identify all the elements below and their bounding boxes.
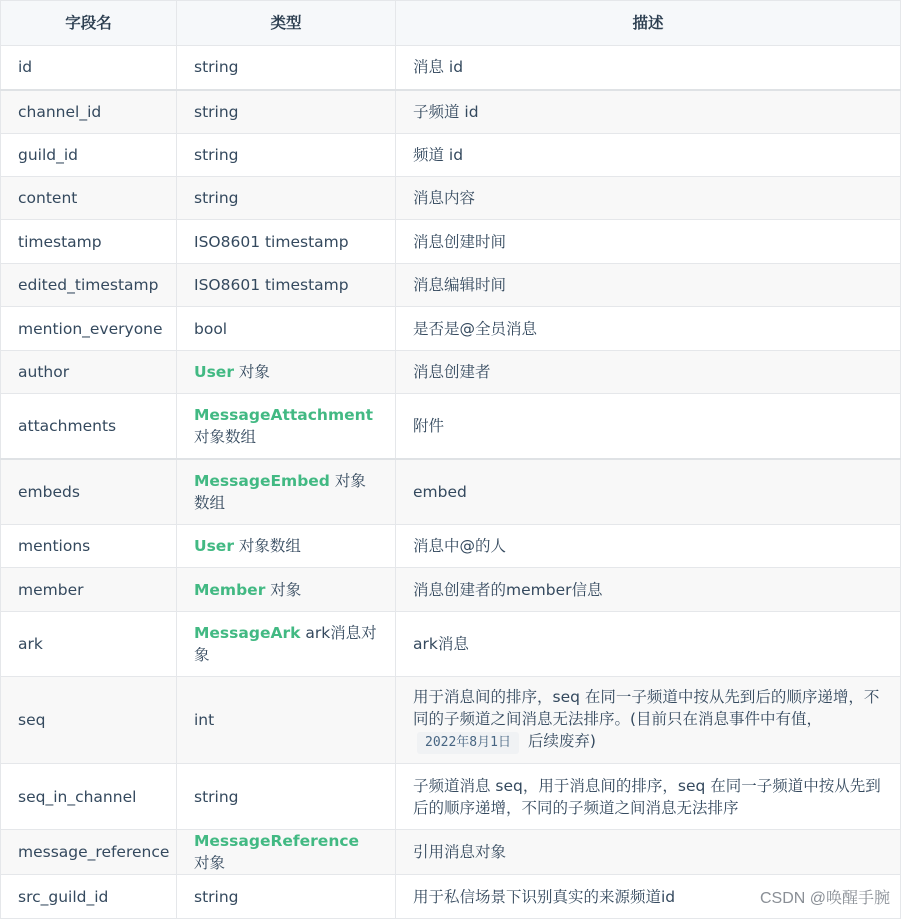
description-text: 子频道 id	[413, 102, 479, 121]
type-link[interactable]: MessageEmbed	[194, 471, 330, 490]
type-cell	[177, 459, 396, 525]
table-row	[1, 459, 901, 525]
description-text: 消息中@的人	[413, 537, 507, 555]
table-row	[1, 764, 901, 830]
type-cell	[177, 568, 396, 612]
type-cell	[177, 264, 396, 307]
description-text: 频道 id	[413, 146, 464, 164]
description-cell	[396, 220, 901, 264]
table-row	[1, 264, 901, 307]
field-name-cell: embeds	[1, 459, 177, 525]
description-cell	[396, 46, 901, 90]
type-text: string	[194, 146, 239, 164]
description-cell	[396, 677, 901, 764]
type-text: int	[194, 711, 215, 729]
description-text: 用于私信场景下识别真实的来源频道id	[413, 887, 676, 906]
type-cell	[177, 90, 396, 134]
description-text: 消息编辑时间	[413, 276, 507, 294]
type-link[interactable]: MessageReference	[194, 832, 360, 850]
type-link[interactable]: MessageAttachment	[194, 405, 374, 424]
field-name-cell: mention_everyone	[1, 307, 177, 351]
type-text: 对象	[233, 363, 270, 381]
type-text: string	[194, 787, 239, 806]
type-cell	[177, 177, 396, 220]
table-row	[1, 46, 901, 90]
type-cell	[177, 351, 396, 394]
type-cell	[177, 612, 396, 677]
description-text: 引用消息对象	[413, 843, 507, 861]
description-text: 消息 id	[413, 58, 464, 77]
description-text: 子频道消息 seq，用于消息间的排序，seq 在同一子频道中按从先到后的顺序递增，不同的子频道之间消息无法排序	[413, 776, 881, 817]
header-field-name: 字段名	[1, 1, 177, 46]
type-cell	[177, 525, 396, 568]
type-text: string	[194, 189, 239, 207]
type-cell	[177, 134, 396, 177]
type-link[interactable]: User	[194, 363, 234, 381]
description-cell	[396, 459, 901, 525]
type-link[interactable]: Member	[194, 580, 266, 599]
field-name-cell: src_guild_id	[1, 875, 177, 919]
description-text: 附件	[413, 416, 445, 435]
type-cell	[177, 875, 396, 919]
field-name-cell: seq_in_channel	[1, 764, 177, 830]
description-text: 消息创建者的member信息	[413, 580, 603, 599]
type-text: ISO8601 timestamp	[194, 276, 349, 294]
description-cell	[396, 830, 901, 875]
type-cell	[177, 307, 396, 351]
table-row	[1, 220, 901, 264]
type-text: ISO8601 timestamp	[194, 232, 349, 251]
table-row	[1, 307, 901, 351]
type-text: 对象	[265, 580, 302, 599]
type-cell	[177, 677, 396, 764]
description-text: 用于消息间的排序，seq 在同一子频道中按从先到后的顺序递增，不同的子频道之间消息无法排序。(目前只在消息事件中有值，	[413, 688, 880, 728]
table-row	[1, 612, 901, 677]
description-cell	[396, 568, 901, 612]
description-cell	[396, 612, 901, 677]
table-row	[1, 568, 901, 612]
description-cell	[396, 307, 901, 351]
field-name-cell: id	[1, 46, 177, 90]
type-text: ark消息对象	[194, 624, 377, 664]
description-cell	[396, 394, 901, 459]
field-name-cell: attachments	[1, 394, 177, 459]
field-name-cell: author	[1, 351, 177, 394]
type-link[interactable]: MessageArk	[194, 624, 301, 642]
field-name-cell: mentions	[1, 525, 177, 568]
field-name-cell: content	[1, 177, 177, 220]
type-text: 对象数组	[233, 537, 301, 555]
description-cell	[396, 134, 901, 177]
description-cell	[396, 525, 901, 568]
description-text-after: 后续废弃)	[522, 732, 596, 750]
type-cell	[177, 46, 396, 90]
type-cell	[177, 220, 396, 264]
type-text: bool	[194, 319, 228, 338]
type-text: 对象数组	[194, 427, 257, 446]
header-row	[1, 1, 901, 46]
type-cell	[177, 764, 396, 830]
description-text: ark消息	[413, 635, 469, 653]
type-link[interactable]: User	[194, 537, 234, 555]
description-cell	[396, 177, 901, 220]
header-type: 类型	[177, 1, 396, 46]
field-name-cell: member	[1, 568, 177, 612]
description-cell	[396, 264, 901, 307]
type-text: string	[194, 887, 239, 906]
table-row	[1, 525, 901, 568]
description-cell	[396, 351, 901, 394]
description-text: 消息创建时间	[413, 232, 507, 251]
field-name-cell: edited_timestamp	[1, 264, 177, 307]
table-row	[1, 351, 901, 394]
table-row	[1, 90, 901, 134]
type-cell	[177, 830, 396, 875]
field-name-cell: guild_id	[1, 134, 177, 177]
table-row	[1, 177, 901, 220]
table-row	[1, 677, 901, 764]
field-name-cell: channel_id	[1, 90, 177, 134]
inline-code: 2022年8月1日	[417, 732, 519, 754]
description-text: embed	[413, 482, 467, 501]
description-cell	[396, 764, 901, 830]
field-name-cell: ark	[1, 612, 177, 677]
type-cell	[177, 394, 396, 459]
table-row	[1, 394, 901, 459]
field-name-cell: seq	[1, 677, 177, 764]
field-name-cell: timestamp	[1, 220, 177, 264]
description-text: 消息创建者	[413, 363, 491, 381]
description-text: 是否是@全员消息	[413, 319, 538, 338]
field-name-cell: message_reference	[1, 830, 177, 875]
type-text: 对象数组	[194, 471, 366, 512]
table-row	[1, 830, 901, 875]
header-description: 描述	[396, 1, 901, 46]
table-row	[1, 134, 901, 177]
type-text: 对象	[194, 854, 226, 872]
watermark: CSDN @唤醒手腕	[759, 890, 890, 907]
type-text: string	[194, 102, 239, 121]
description-text: 消息内容	[413, 189, 476, 207]
type-text: string	[194, 58, 239, 77]
description-cell	[396, 90, 901, 134]
